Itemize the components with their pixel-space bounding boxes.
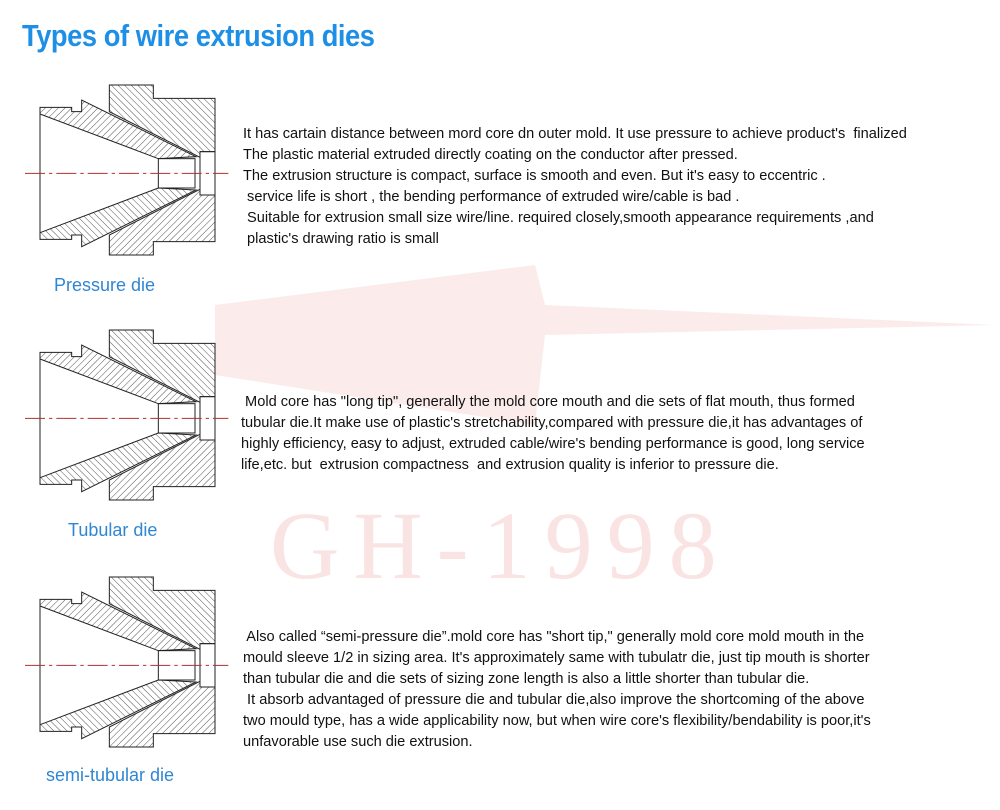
semi-tubular-die-diagram: [20, 572, 230, 752]
text-line: The extrusion structure is compact, surface is smooth and even. But it's easy to eccentric .: [243, 168, 826, 184]
text-line: highly efficiency, easy to adjust, extruded cable/wire's bending performance is good, long service: [241, 436, 865, 452]
watermark: GH-1998: [270, 492, 731, 599]
pressure-die-diagram: [20, 80, 230, 260]
semi-tubular-die-description: [243, 606, 871, 774]
pressure-die-label: Pressure die: [54, 275, 156, 295]
text-line: The plastic material extruded directly coating on the conductor after pressed.: [243, 147, 738, 163]
text-line: Mold core has "long tip", generally the mold core mouth and die sets of flat mouth, thus formed: [241, 394, 855, 410]
text-line: two mould type, has a wide applicability now, but when wire core's flexibility/bendability is poor,it's: [243, 713, 871, 729]
text-line: tubular die.It make use of plastic's stretchability,compared with pressure die,it has advantages of: [241, 415, 863, 431]
text-line: than tubular die and die sets of sizing zone length is also a little shorter than tubular die.: [243, 671, 810, 687]
text-line: Suitable for extrusion small size wire/line. required closely,smooth appearance requirements ,and: [243, 210, 874, 226]
text-line: It absorb advantaged of pressure die and tubular die,also improve the shortcoming of the above: [243, 692, 865, 708]
tubular-die-description: [241, 371, 865, 497]
text-line: mould sleeve 1/2 in sizing area. It's approximately same with tubulatr die, just tip mouth is shorter: [243, 650, 870, 666]
tubular-die-label: Tubular die: [68, 520, 158, 540]
page-title: Types of wire extrusion dies: [22, 18, 375, 53]
pressure-die-description: [243, 103, 907, 271]
tubular-die-diagram: [20, 325, 230, 505]
text-line: It has cartain distance between mord core dn outer mold. It use pressure to achieve product's finalized: [243, 126, 907, 142]
text-line: plastic's drawing ratio is small: [243, 231, 439, 247]
text-line: life,etc. but extrusion compactness and extrusion quality is inferior to pressure die.: [241, 457, 779, 473]
semi-tubular-die-label: semi-tubular die: [46, 765, 175, 785]
text-line: service life is short , the bending performance of extruded wire/cable is bad .: [243, 189, 740, 205]
text-line: Also called “semi-pressure die”.mold core has "short tip," generally mold core mold mouth in the: [243, 629, 865, 645]
text-line: unfavorable use such die extrusion.: [243, 734, 473, 750]
